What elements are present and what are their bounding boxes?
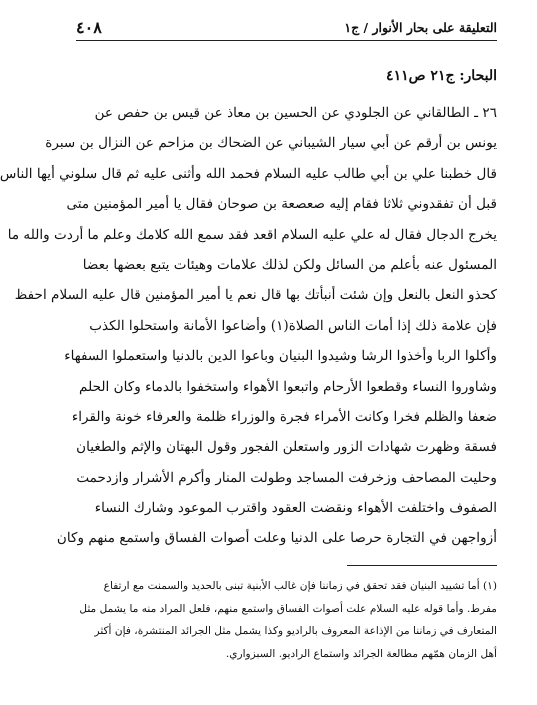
text-line: وشاوروا النساء وقطعوا الأرحام واتبعوا الأهواء واستخفوا بالدماء وكان الحلم [79,378,497,395]
text-line: أزواجهن في التجارة حرصا على الدنيا وعلت أصوات الفساق واستمع منهم وكان [56,530,497,547]
text-line: الصفوف واختلفت الأهواء ونقضت العقود واقترب الموعود وشارك النساء [94,500,497,517]
text-line: ضعفا والظلم فخرا وكانت الأمراء فجرة والوزراء ظلمة والعرفاء خونة والقراء [71,408,497,425]
text-line: قال خطبنا علي بن أبي طالب عليه السلام فحمد الله وأثنى عليه ثم قال سلوني أيها الناس [0,165,497,182]
text-line: وأكلوا الربا وأخذوا الرشا وشيدوا البنيان وباعوا الدين بالدنيا واستعملوا السفهاء [64,348,497,365]
text-line: المسئول عنه بأعلم من السائل ولكن لذلك علامات وهيئات يتبع بعضها بعضا [82,256,497,273]
text-line: فسقة وظهرت شهادات الزور واستعلن الفجور وقول البهتان والإثم والطغيان [76,439,497,456]
text-line: وحليت المصاحف وزخرفت المساجد وطولت المنار وأكرم الأشرار وازدحمت [76,469,497,486]
footnote-line: أهل الزمان همّهم مطالعة الجرائد واستماع الراديو. السبزواري. [225,647,497,660]
footnote-line: المتعارف في زماننا من الإذاعة المعروف بالراديو وكذا يشمل مثل الجرائد المنتشرة، فإن أكثر [94,625,497,637]
hadith-text [0,98,497,554]
footnote [76,575,497,665]
source-reference: البحار: ج٢١ ص٤١١ [386,68,497,84]
footnote-line: مفرط. وأما قوله عليه السلام علت أصوات الفساق واستمع منهم، فلعل المراد منه ما يشمل مثل [79,602,497,615]
running-title: التعليقة على بحار الأنوار / ج١ [344,20,497,35]
text-line: يخرج الدجال فقال له علي عليه السلام اقعد فقد سمع الله كلامك وعلم ما أردت والله ما [7,226,497,243]
footnote-separator [347,565,497,566]
footnote-line: (١) أما تشييد البنيان فقد تحقق في زماننا فإن غالب الأبنية تبنى بالحديد والسمنت مع ارتفاع [103,580,497,592]
text-line: كحذو النعل بالنعل وإن شئت أنبأتك بها قال نعم يا أمير المؤمنين قال عليه السلام احفظ [14,287,497,304]
text-line: فإن علامة ذلك إذا أمات الناس الصلاة(١) وأضاعوا الأمانة واستحلوا الكذب [89,317,497,334]
text-line: ٢٦ ـ الطالقاني عن الجلودي عن الحسين بن معاذ عن قيس بن حفص عن [94,105,497,121]
page-header [76,18,497,41]
text-line: يونس بن أرقم عن أبي سيار الشيباني عن الضحاك بن مزاحم عن النزال بن سبرة [45,135,497,152]
page-number: ٤٠٨ [76,18,102,37]
text-line: قبل أن تفقدوني ثلاثا فقام إليه صعصعة بن صوحان فقال يا أمير المؤمنين متى [66,196,497,213]
